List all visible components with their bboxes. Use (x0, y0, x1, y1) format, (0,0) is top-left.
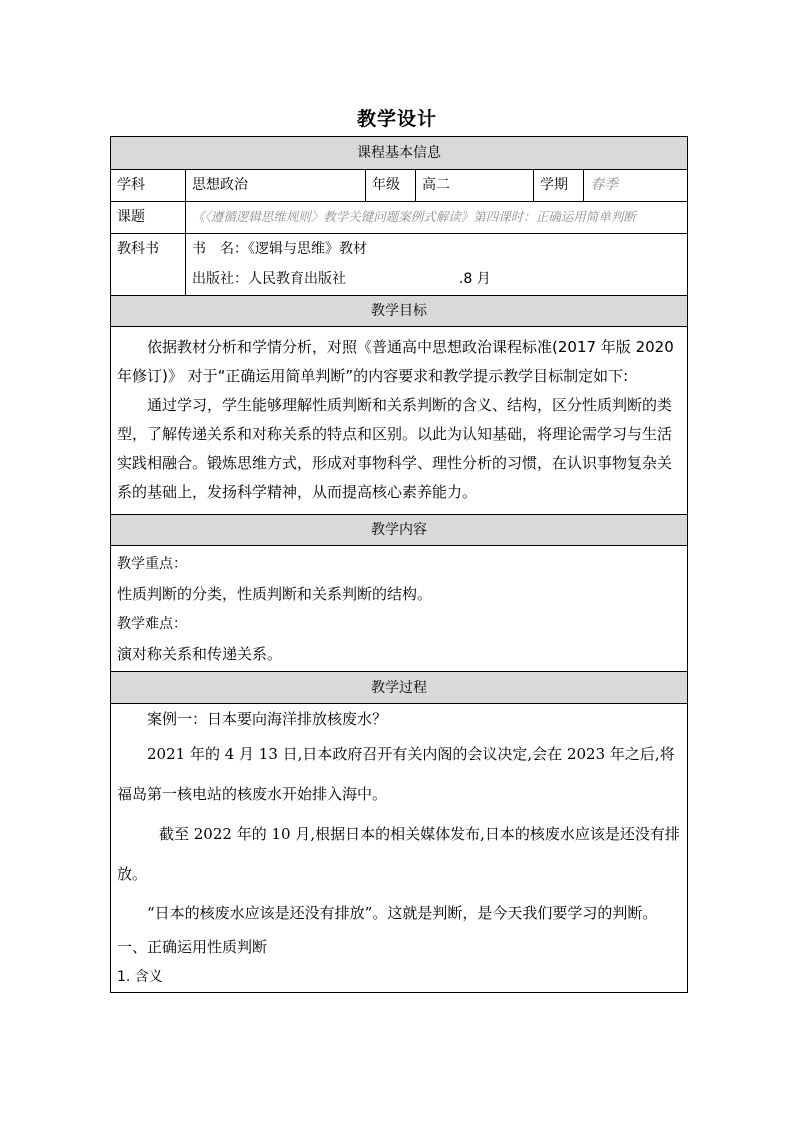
content-header: 教学内容 (111, 515, 687, 546)
key-points-label: 教学重点： (117, 556, 187, 572)
content-body (111, 546, 687, 672)
basic-info-header: 课程基本信息 (111, 137, 687, 170)
grade-value: 高二 (415, 170, 533, 201)
objectives-detail: 通过学习，学生能够理解性质判断和关系判断的含义、结构，区分性质判断的类型，了解传递关系和对称关系的特点和区别。以此为认知基础，将理论需学习与生活实践相融合。锻炼思维方式，形成对事物科学、理性分析的习惯，在认识事物复杂关系的基础上，发扬科学精神，从而提高核心素养能力。 (117, 396, 673, 501)
process-header: 教学过程 (111, 672, 687, 704)
textbook-info (185, 234, 687, 295)
objectives-body (111, 327, 687, 515)
section-heading: 一、正确运用性质判断 (117, 938, 268, 956)
topic-value: 《〈遵循逻辑思维规则〉教学关键问题案例式解读》第四课时：正确运用简单判断 (185, 202, 687, 233)
case-title: 案例一：日本要向海洋排放核废水？ (147, 710, 388, 728)
textbook-label: 教科书 (117, 241, 159, 257)
process-body (111, 704, 687, 993)
publish-date: .8 月 (458, 271, 491, 287)
book-name-line: 书 名：《逻辑与思维》教材 (192, 241, 367, 257)
grade-label: 年级 (365, 170, 415, 201)
topic-label: 课题 (117, 209, 145, 225)
publisher-line (192, 264, 687, 294)
textbook-row (111, 234, 687, 296)
key-points-text: 性质判断的分类，性质判断和关系判断的结构。 (117, 585, 433, 603)
case-paragraph-2: 截至 2022 年的 10 月,根据日本的相关媒体发布,日本的核废水应该是还没有排放。 (117, 825, 680, 883)
subsection-heading: 1. 含义 (117, 969, 163, 985)
objectives-intro: 依据教材分析和学情分析，对照《普通高中思想政治课程标准(2017 年版 2020 年修订)》 对于“正确运用简单判断”的内容要求和教学提示教学目标制定如下: (117, 338, 674, 385)
subject-value: 思想政治 (185, 170, 365, 201)
difficulty-text: 演对称关系和传递关系。 (117, 645, 283, 663)
case-paragraph-3: “日本的核废水应该是还没有排放”。这就是判断，是今天我们要学习的判断。 (147, 904, 658, 922)
page-title: 教学设计 (356, 108, 437, 130)
difficulty-label: 教学难点： (117, 616, 187, 632)
lesson-plan-table (110, 136, 688, 993)
subject-label: 学科 (117, 177, 145, 193)
publisher-name: 出版社：人民教育出版社 (192, 271, 346, 287)
case-paragraph-1: 2021 年的 4 月 13 日,日本政府召开有关内阁的会议决定,会在 2023 年之后,将福岛第一核电站的核废水开始排入海中。 (117, 745, 675, 803)
topic-row (111, 202, 687, 234)
term-label: 学期 (533, 170, 583, 201)
subject-row (111, 170, 687, 202)
objectives-header: 教学目标 (111, 296, 687, 327)
term-value: 春季 (583, 170, 687, 201)
